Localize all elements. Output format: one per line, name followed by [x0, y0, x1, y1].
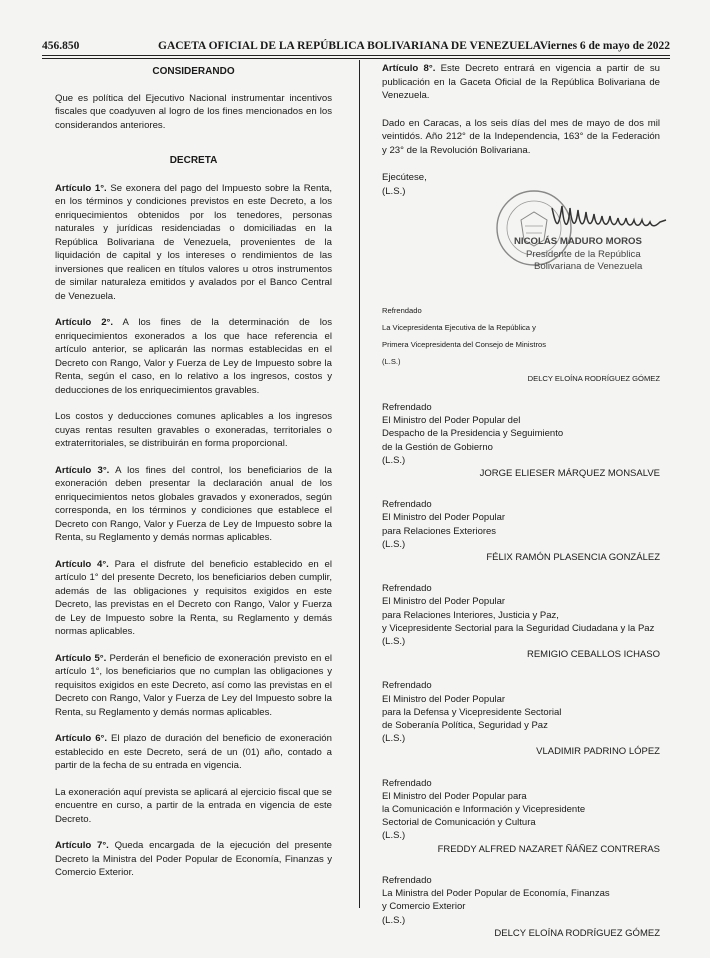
article-4-label: Artículo 4°. — [55, 558, 109, 570]
ls-seal-label: (L.S.) — [382, 185, 406, 197]
refrendo-line: Refrendado — [382, 306, 422, 315]
refrendo-line: El Ministro del Poder Popular — [382, 693, 506, 705]
refrendo-line: para Relaciones Interiores, Justicia y Paz, — [382, 609, 559, 621]
signatory-name: REMIGIO CEBALLOS ICHASO — [526, 649, 660, 661]
refrendo-line: la Comunicación e Información y Vicepresidente — [382, 804, 586, 816]
refrendo-line: (L.S.) — [382, 830, 406, 842]
refrendo-block — [382, 874, 660, 940]
president-signature-block — [514, 236, 674, 274]
gazette-title: GACETA OFICIAL DE LA REPÚBLICA BOLIVARIANA DE VENEZUELA — [158, 40, 542, 52]
refrendo-line: (L.S.) — [382, 454, 406, 466]
refrendo-line: El Ministro del Poder Popular del — [382, 415, 521, 427]
refrendo-line: Refrendado — [382, 777, 432, 789]
article-3-text: A los fines del control, los beneficiarios de la exoneración deben presentar la declaración anual de los enriquecimientos netos globales gravados y exonerados, según corresponda, en los términos y condiciones que establece el Decreto con Rango, Valor y Fuerza de Ley de Impuesto sobre la Renta, su Reglamento y demás normas aplicables. — [55, 464, 333, 543]
refrendo-line: (L.S.) — [382, 357, 401, 366]
article-4-text: Para el disfrute del beneficio establecido en el artículo 1° del presente Decreto, los beneficiarios deben cumplir, además de las obligaciones y requisitos exigidos en este Decreto, las previstas en el Decreto con Rango, Valor y Fuerza de Ley de Impuesto sobre la Renta, su Reglamento y demás normas aplicables. — [55, 558, 332, 637]
refrendo-line: Refrendado — [382, 499, 432, 511]
article-3-label: Artículo 3°. — [55, 464, 110, 476]
article-3 — [55, 464, 332, 545]
article-4 — [55, 558, 332, 639]
article-7-label: Artículo 7°. — [55, 840, 109, 851]
refrendo-line: para la Defensa y Vicepresidente Sectorial — [382, 706, 562, 718]
article-8-text: Este Decreto entrará en vigencia a partir de su publicación en la Gaceta Oficial de la República Bolivariana de Venezuela. — [382, 63, 661, 101]
refrendo-line: (L.S.) — [382, 636, 406, 648]
refrendos-list — [382, 302, 660, 940]
header-rule — [42, 55, 670, 56]
page-number: 456.850 — [42, 40, 80, 52]
refrendo-line: Sectorial de Comunicación y Cultura — [382, 817, 536, 829]
article-7 — [55, 839, 332, 880]
issue-date: Viernes 6 de mayo de 2022 — [539, 40, 670, 52]
refrendo-line: (L.S.) — [382, 914, 406, 926]
article-6-text: El plazo de duración del beneficio de exoneración establecido en este Decreto, será de un (01) año, contado a partir de la fecha de su entrada en vigencia. — [55, 733, 332, 771]
refrendo-line: para Relaciones Exteriores — [382, 525, 497, 537]
refrendo-line: Refrendado — [382, 680, 432, 692]
decreta-heading: DECRETA — [169, 155, 218, 166]
article-2-label: Artículo 2°. — [55, 317, 114, 328]
article-5 — [55, 652, 332, 720]
refrendo-line: Refrendado — [382, 583, 432, 595]
refrendo-line: Despacho de la Presidencia y Seguimiento — [382, 428, 564, 440]
refrendo-block — [382, 679, 660, 758]
refrendo-block — [382, 401, 660, 480]
signatory-name: FREDDY ALFRED NAZARET ÑÁÑEZ CONTRERAS — [437, 843, 660, 855]
refrendo-line: Refrendado — [382, 874, 432, 886]
refrendo-line: de Soberanía Política, Seguridad y Paz — [382, 720, 548, 732]
signatory-name: DELCY ELOÍNA RODRÍGUEZ GÓMEZ — [494, 927, 660, 939]
article-1-label: Artículo 1°. — [55, 182, 107, 194]
refrendo-line: El Ministro del Poder Popular — [382, 596, 506, 608]
signatory-name: JORGE ELIESER MÁRQUEZ MONSALVE — [479, 468, 660, 480]
refrendo-line: Primera Vicepresidenta del Consejo de Ministros — [382, 340, 547, 349]
signatory-name: FÉLIX RAMÓN PLASENCIA GONZÁLEZ — [486, 552, 660, 564]
refrendo-block — [382, 582, 660, 661]
header-rule-thin — [42, 58, 670, 59]
signatory-name: DELCY ELOÍNA RODRÍGUEZ GÓMEZ — [527, 374, 660, 383]
article-1 — [55, 182, 332, 304]
article-2 — [55, 316, 332, 397]
dado-en-caracas: Dado en Caracas, a los seis días del mes de mayo de dos mil veintidós. Año 212° de la Independencia, 163° de la Federación y 23° de la Revolución Bolivariana. — [382, 117, 660, 156]
refrendo-line: El Ministro del Poder Popular — [382, 512, 506, 524]
refrendo-line: y Vicepresidente Sectorial para la Seguridad Ciudadana y la Paz — [382, 622, 655, 634]
refrendo-line: La Ministra del Poder Popular de Economía, Finanzas — [382, 888, 610, 900]
presidential-signature-icon — [548, 198, 670, 240]
left-column — [55, 60, 332, 880]
article-7-text: Queda encargada de la ejecución del presente Decreto la Ministra del Poder Popular de Economía, Finanzas y Comercio Exterior. — [55, 840, 332, 878]
president-title-line-2: Bolivariana de Venezuela — [534, 261, 643, 272]
article-6-label: Artículo 6°. — [55, 733, 108, 744]
refrendo-block — [382, 777, 660, 856]
refrendo-line: y Comercio Exterior — [382, 901, 466, 913]
considerando-heading: CONSIDERANDO — [152, 66, 235, 77]
refrendo-line: de la Gestión de Gobierno — [382, 441, 493, 453]
refrendo-line: La Vicepresidenta Ejecutiva de la República y — [382, 323, 536, 332]
column-divider — [359, 60, 360, 908]
article-6-paragraph-2: La exoneración aquí prevista se aplicará al ejercicio fiscal que se encuentre en curso, a partir de la entrada en vigencia de este Decreto. — [55, 786, 332, 825]
president-name: NICOLÁS MADURO MOROS — [514, 236, 642, 247]
refrendo-line: (L.S.) — [382, 538, 406, 550]
ejecutese: Ejecútese, — [382, 172, 427, 183]
article-6 — [55, 732, 332, 773]
article-8-label: Artículo 8°. — [382, 63, 436, 74]
article-2-text: A los fines de la determinación de los enriquecimientos exonerados a los que hace referencia el artículo anterior, se aplicarán las normas establecidas en el Decreto con Rango, Valor y Fuerza de Ley de Impuesto sobre la Renta, según el caso, en lo relativo a los ingresos, costos y deducciones de los enriquecimientos gravables. — [55, 317, 333, 396]
considerando-text: Que es política del Ejecutivo Nacional instrumentar incentivos fiscales que coadyuven al logro de los fines mencionados en los considerandos anteriores. — [55, 92, 332, 131]
refrendo-line: (L.S.) — [382, 733, 406, 745]
refrendo-block — [382, 302, 660, 387]
president-title-line-1: Presidente de la República — [526, 248, 641, 260]
article-8 — [382, 62, 660, 103]
article-5-label: Artículo 5°. — [55, 652, 107, 664]
refrendo-line: Refrendado — [382, 402, 432, 413]
article-1-text: Se exonera del pago del Impuesto sobre la Renta, en los términos y condiciones previstos en este Decreto, a los enriquecimientos obtenidos por los tenedores, personas naturales y jurídicas residenciadas o domiciliadas en la República Bolivariana de Venezuela, provenientes de la liquidación de capital y los intereses o rendimientos de las inversiones que realicen en títulos valores u otros instrumentos de similar naturaleza emitidos y avalados por el Banco Central de Venezuela. — [55, 182, 332, 302]
article-5-text: Perderán el beneficio de exoneración previsto en el artículo 1°, los beneficiarios que no cumplan las obligaciones y requisitos exigidos en este Decreto, así como las previstas en el Decreto con Rango, Valor y Fuerza de Ley del Impuesto sobre la Renta, su Reglamento y demás normas aplicables. — [55, 652, 332, 718]
signatory-name: VLADIMIR PADRINO LÓPEZ — [536, 746, 660, 758]
gazette-header — [42, 40, 670, 56]
article-2-paragraph-2: Los costos y deducciones comunes aplicables a los ingresos cuyas rentas resulten gravables o exoneradas, territoriales o extraterritoriales, se distribuirán en forma proporcional. — [55, 411, 332, 449]
refrendo-line: El Ministro del Poder Popular para — [382, 790, 527, 802]
refrendo-block — [382, 498, 660, 564]
